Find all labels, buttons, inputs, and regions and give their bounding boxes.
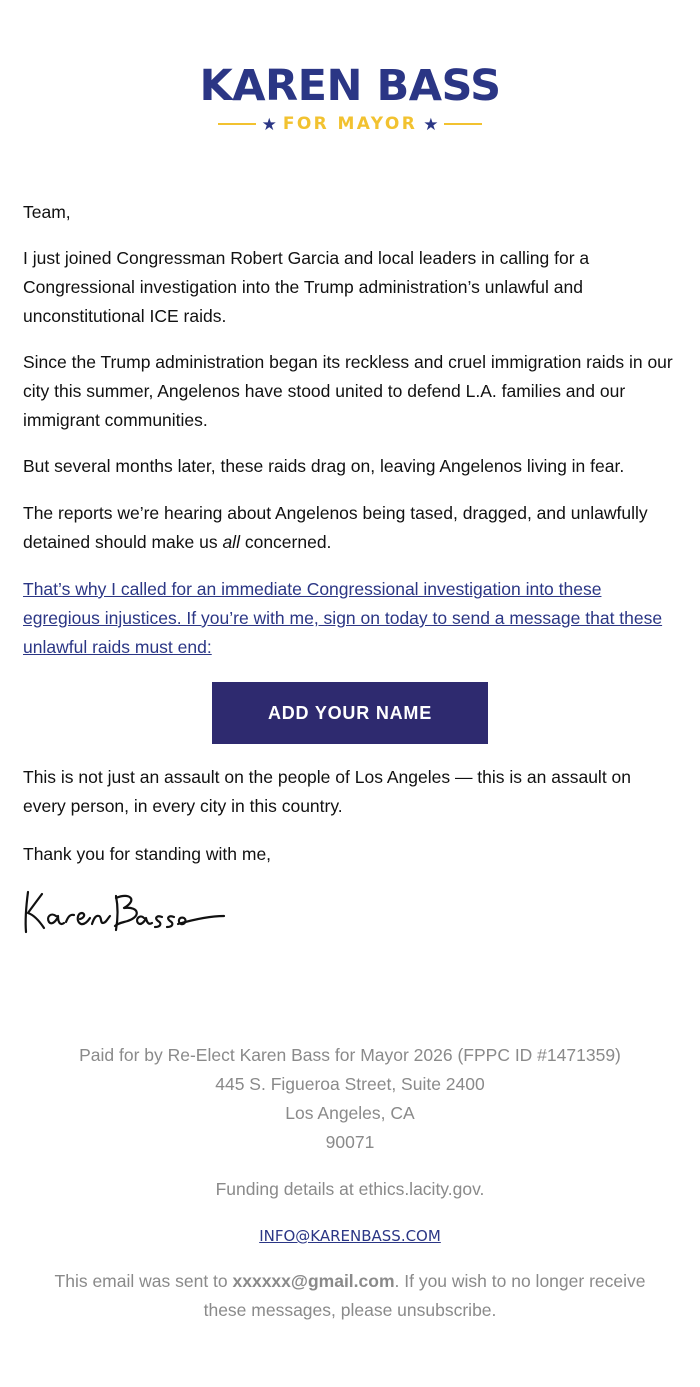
paragraph-3: But several months later, these raids drag on, leaving Angelenos living in fear. bbox=[23, 456, 625, 476]
sent-prefix: This email was sent to bbox=[54, 1271, 233, 1291]
footer-street: 445 S. Figueroa Street, Suite 2400 bbox=[215, 1074, 485, 1094]
paragraph-4-start: The reports we’re hearing about Angelenos being tased, dragged, and unlawfully detained should make us bbox=[23, 503, 648, 552]
unsubscribe-notice bbox=[40, 1267, 660, 1325]
signature-image bbox=[20, 882, 230, 938]
greeting: Team, bbox=[23, 202, 71, 222]
footer-email-row bbox=[0, 1221, 700, 1251]
right-star-icon: ★ bbox=[423, 114, 439, 134]
logo-name: KAREN BASS bbox=[199, 61, 501, 111]
footer-address bbox=[0, 1041, 700, 1157]
paragraph-2: Since the Trump administration began its reckless and cruel immigration raids in our city this summer, Angelenos have stood united to defend L.A. families and our immigrant communities. bbox=[23, 352, 673, 430]
paragraph-4-emphasis: all bbox=[222, 532, 240, 552]
sent-suffix: . If you wish to no longer receive these messages, please unsubscribe. bbox=[203, 1271, 646, 1320]
campaign-logo bbox=[0, 62, 700, 136]
sign-on-link[interactable]: That’s why I called for an immediate Congressional investigation into these egregious injustices. If you’re with me, sign on today to send a message that these unlawful raids must end: bbox=[23, 579, 663, 657]
footer-zip: 90071 bbox=[325, 1132, 375, 1152]
logo-tagline: FOR MAYOR bbox=[282, 114, 418, 134]
logo-tagline-row bbox=[0, 112, 700, 136]
paragraph-1: I just joined Congressman Robert Garcia and local leaders in calling for a Congressional investigation into the Trump administration’s unlawful and unconstitutional ICE raids. bbox=[23, 248, 590, 326]
left-star-icon: ★ bbox=[261, 114, 277, 134]
paragraph-4 bbox=[23, 499, 678, 557]
logo-left-rule bbox=[218, 123, 256, 125]
closing-line: Thank you for standing with me, bbox=[23, 844, 272, 864]
funding-details: Funding details at ethics.lacity.gov. bbox=[215, 1179, 485, 1199]
footer-city: Los Angeles, CA bbox=[285, 1103, 415, 1123]
paragraph-5: This is not just an assault on the people of Los Angeles — this is an assault on every person, in every city in this country. bbox=[23, 767, 632, 816]
logo-right-rule bbox=[444, 123, 482, 125]
paragraph-4-end: concerned. bbox=[239, 532, 332, 552]
add-your-name-button[interactable]: ADD YOUR NAME bbox=[212, 682, 488, 744]
recipient-email: xxxxxx@gmail.com bbox=[232, 1271, 395, 1291]
paid-for-disclaimer: Paid for by Re-Elect Karen Bass for Mayor 2026 (FPPC ID #1471359) bbox=[79, 1045, 621, 1065]
contact-email-link[interactable]: INFO@KARENBASS.COM bbox=[259, 1227, 441, 1245]
